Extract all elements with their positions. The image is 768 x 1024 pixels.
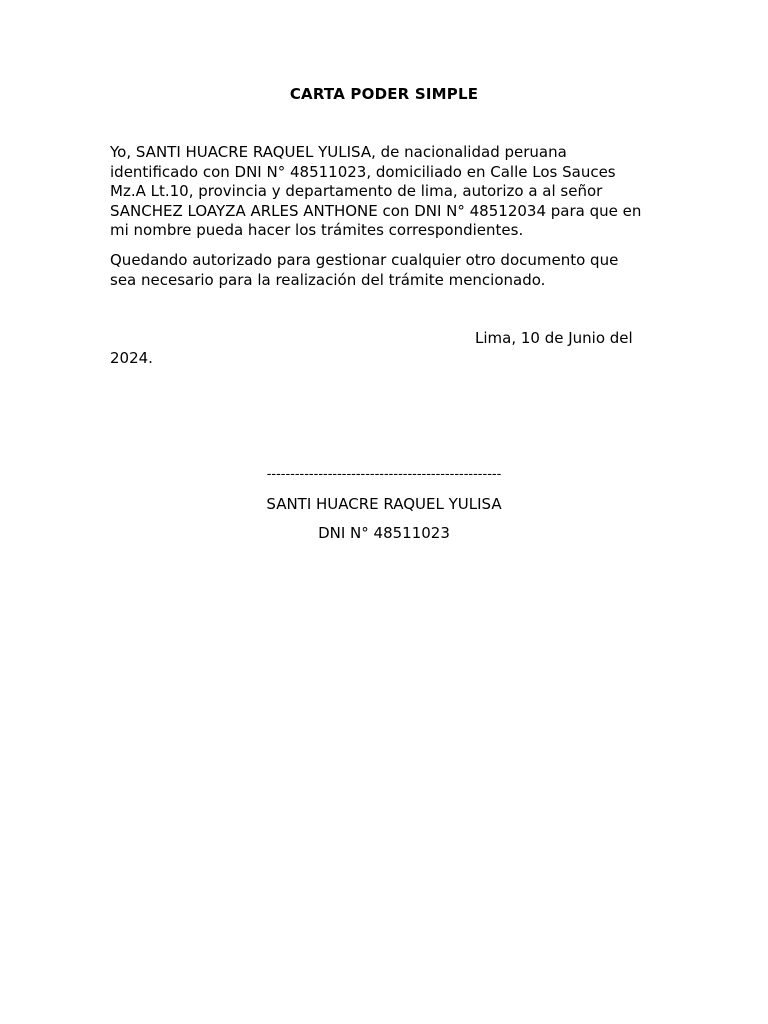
paragraph-authorization [110,143,670,241]
paragraph-line: Quedando autorizado para gestionar cualquier otro documento que [110,251,619,269]
paragraph-line: Mz.A Lt.10, provincia y departamento de lima, autorizo a al señor [110,182,603,200]
paragraph-line: Yo, SANTI HUACRE RAQUEL YULISA, de nacionalidad peruana [110,143,567,161]
paragraph-line: sea necesario para la realización del trámite mencionado. [110,270,546,289]
document-title: CARTA PODER SIMPLE [289,85,479,103]
paragraph-line: SANCHEZ LOAYZA ARLES ANTHONE con DNI N° 48512034 para que en [110,201,642,220]
paragraph-line: mi nombre pueda hacer los trámites correspondientes. [110,221,524,239]
signature-dni: DNI N° 48511023 [318,524,450,542]
signature-line: -------------------------------------------------- [266,467,502,482]
date-line: 2024. [110,348,153,367]
paragraph-line: identificado con DNI N° 48511023, domiciliado en Calle Los Sauces [110,162,616,181]
date-block [110,329,670,368]
paragraph-scope [110,251,670,290]
date-line: Lima, 10 de Junio del [475,329,633,347]
signature-name: SANTI HUACRE RAQUEL YULISA [266,495,502,513]
